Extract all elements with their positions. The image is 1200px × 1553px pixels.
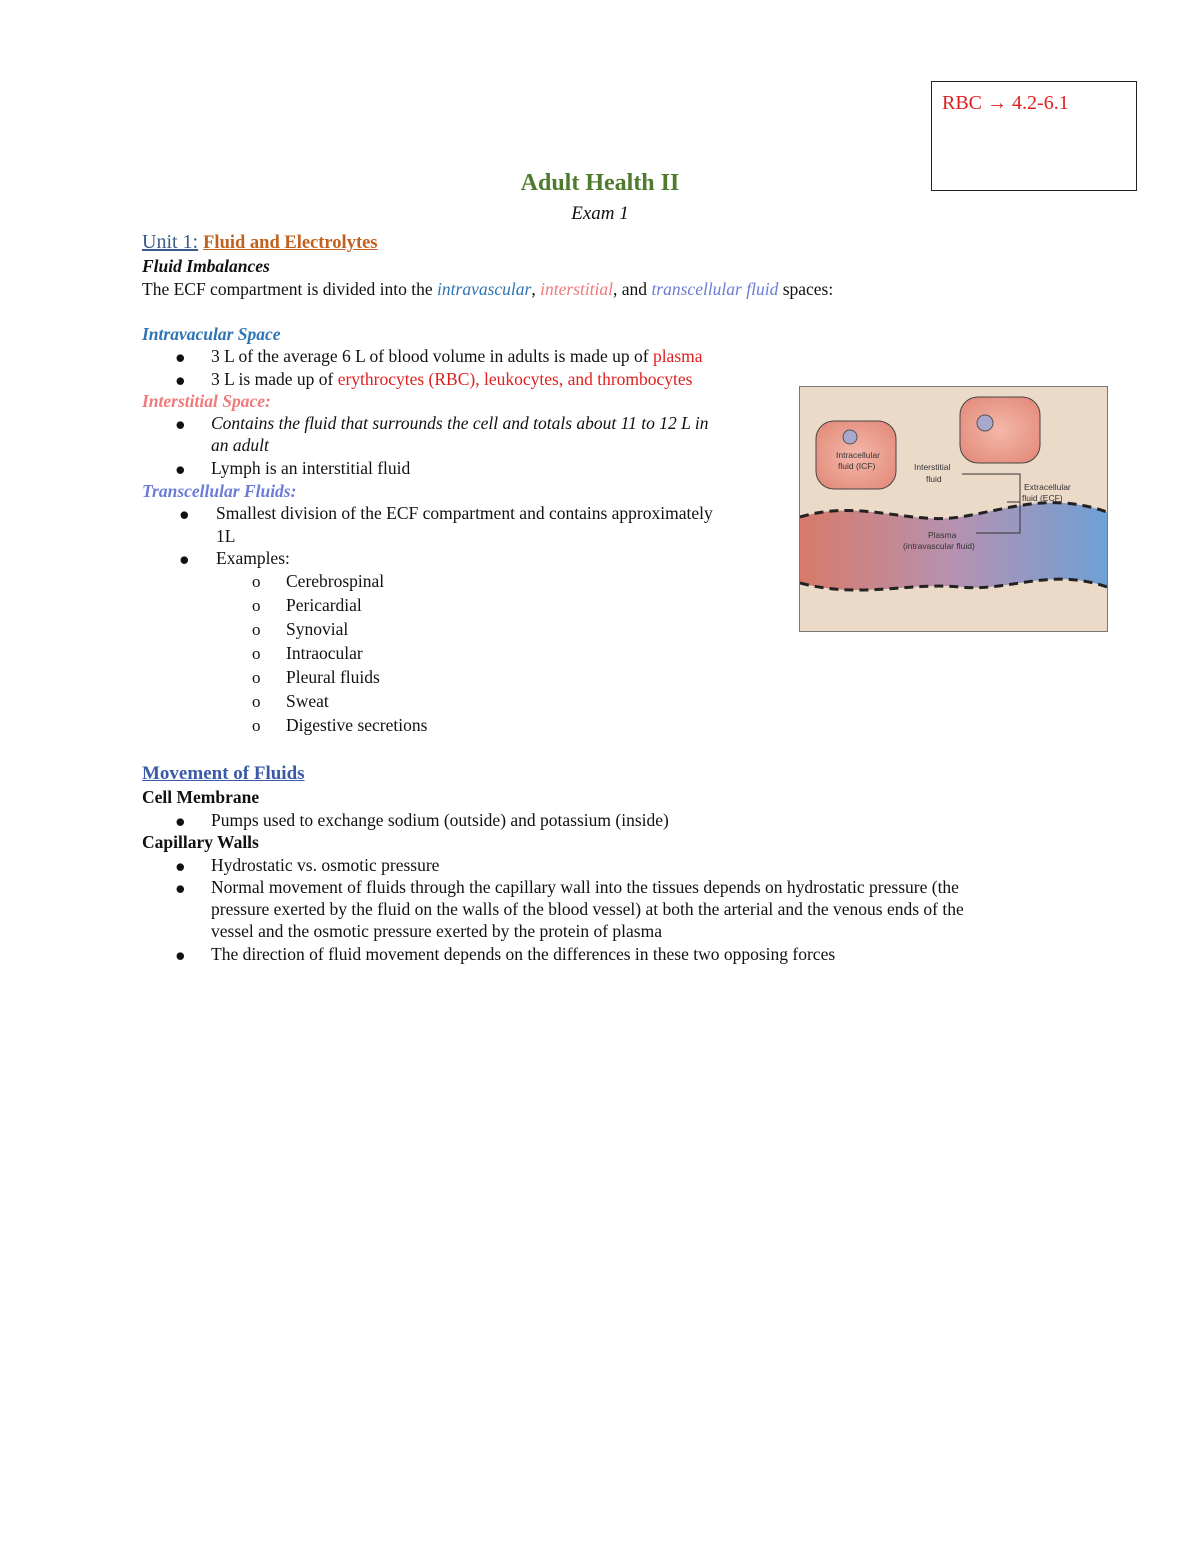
bullet-icon: ● — [175, 811, 186, 831]
term-interstitial: interstitial — [540, 279, 614, 299]
intravascular-heading: Intravacular Space — [142, 324, 281, 344]
sub-bullet-icon: o — [252, 668, 261, 687]
example-item: Pleural fluids — [286, 667, 380, 687]
list-item: Hydrostatic vs. osmotic pressure — [211, 855, 440, 875]
list-item: Lymph is an interstitial fluid — [211, 458, 411, 478]
bullet-icon: ● — [175, 347, 186, 367]
nucleus-left — [843, 430, 857, 444]
bullet-icon: ● — [175, 945, 186, 965]
unit-name: Fluid and Electrolytes — [203, 233, 378, 253]
list-item: The direction of fluid movement depends on the differences in these two opposing forces — [211, 944, 836, 964]
cell-membrane-heading: Cell Membrane — [142, 787, 260, 807]
fluid-imbalances-heading: Fluid Imbalances — [142, 256, 270, 276]
interstitial-label-2: fluid — [926, 474, 942, 484]
plasma-label-2: (intravascular fluid) — [903, 541, 975, 551]
sub-bullet-icon: o — [252, 620, 261, 639]
list-item-continuation: an adult — [211, 435, 269, 455]
bullet-icon: ● — [179, 549, 190, 569]
bullet-icon: ● — [179, 504, 190, 524]
example-item: Sweat — [286, 691, 329, 711]
unit-heading — [142, 229, 378, 255]
ecf-label-1: Extracellular — [1024, 482, 1071, 492]
unit-label: Unit 1: — [142, 231, 199, 253]
example-item: Cerebrospinal — [286, 571, 385, 591]
example-item: Digestive secretions — [286, 715, 428, 735]
list-item: 3 L of the average 6 L of blood volume in adults is made up of plasma — [211, 346, 703, 366]
movement-heading: Movement of Fluids — [142, 763, 305, 784]
rbc-range: 4.2-6.1 — [1012, 92, 1069, 114]
ecf-label-2: fluid (ECF) — [1022, 493, 1063, 503]
capillary-walls-heading: Capillary Walls — [142, 832, 259, 852]
nucleus-right — [977, 415, 993, 431]
ecf-intro-line: The ECF compartment is divided into the intravascular, interstitial, and transcellular fluid spaces: — [142, 279, 834, 299]
fluid-compartments-diagram — [800, 387, 1107, 631]
highlight-plasma: plasma — [652, 346, 703, 366]
interstitial-label-1: Interstitial — [914, 462, 951, 472]
list-item: Contains the fluid that surrounds the cell and totals about 11 to 12 L in — [211, 413, 709, 433]
icf-label-2: fluid (ICF) — [838, 461, 876, 471]
list-item-continuation: vessel and the osmotic pressure exerted by the protein of plasma — [211, 921, 662, 941]
fluid-compartments-figure — [799, 386, 1108, 632]
intro-pre: The ECF compartment is divided into the — [142, 279, 433, 299]
list-item-continuation: pressure exerted by the fluid on the walls of the blood vessel) at both the arterial and the venous ends of the — [211, 899, 964, 919]
list-item: 3 L is made up of erythrocytes (RBC), leukocytes, and thrombocytes — [211, 369, 693, 389]
example-item: Synovial — [286, 619, 349, 639]
sub-bullet-icon: o — [252, 572, 261, 591]
sub-bullet-icon: o — [252, 596, 261, 615]
bullet-icon: ● — [175, 878, 186, 898]
list-item-continuation: 1L — [216, 526, 236, 546]
sub-bullet-icon: o — [252, 644, 261, 663]
example-item: Pericardial — [286, 595, 362, 615]
bullet-icon: ● — [175, 856, 186, 876]
sub-bullet-icon: o — [252, 692, 261, 711]
term-intravascular: intravascular — [437, 279, 532, 299]
term-transcellular: transcellular fluid — [651, 279, 779, 299]
example-item: Intraocular — [286, 643, 363, 663]
document-title: Adult Health II — [520, 170, 680, 196]
icf-label-1: Intracellular — [836, 450, 880, 460]
intro-and: and — [621, 279, 648, 299]
sub-bullet-icon: o — [252, 716, 261, 735]
list-item: Pumps used to exchange sodium (outside) and potassium (inside) — [211, 810, 669, 830]
right-arrow-icon: → — [987, 92, 1008, 114]
rbc-label: RBC — [942, 92, 983, 114]
document-subtitle: Exam 1 — [571, 203, 629, 224]
list-item: Smallest division of the ECF compartment and contains approximately — [216, 503, 713, 523]
intro-post: spaces: — [782, 279, 834, 299]
intracellular-cell-right — [960, 397, 1040, 463]
bullet-icon: ● — [175, 370, 186, 390]
transcellular-heading: Transcellular Fluids: — [142, 481, 297, 501]
bullet-icon: ● — [175, 459, 186, 479]
plasma-label-1: Plasma — [928, 530, 957, 540]
interstitial-heading: Interstitial Space: — [142, 391, 271, 411]
list-item: Normal movement of fluids through the capillary wall into the tissues depends on hydrostatic pressure (the — [211, 877, 959, 897]
bullet-icon: ● — [175, 414, 186, 434]
highlight-blood-cells: erythrocytes (RBC), leukocytes, and thrombocytes — [337, 369, 693, 389]
list-item: Examples: — [216, 548, 290, 568]
